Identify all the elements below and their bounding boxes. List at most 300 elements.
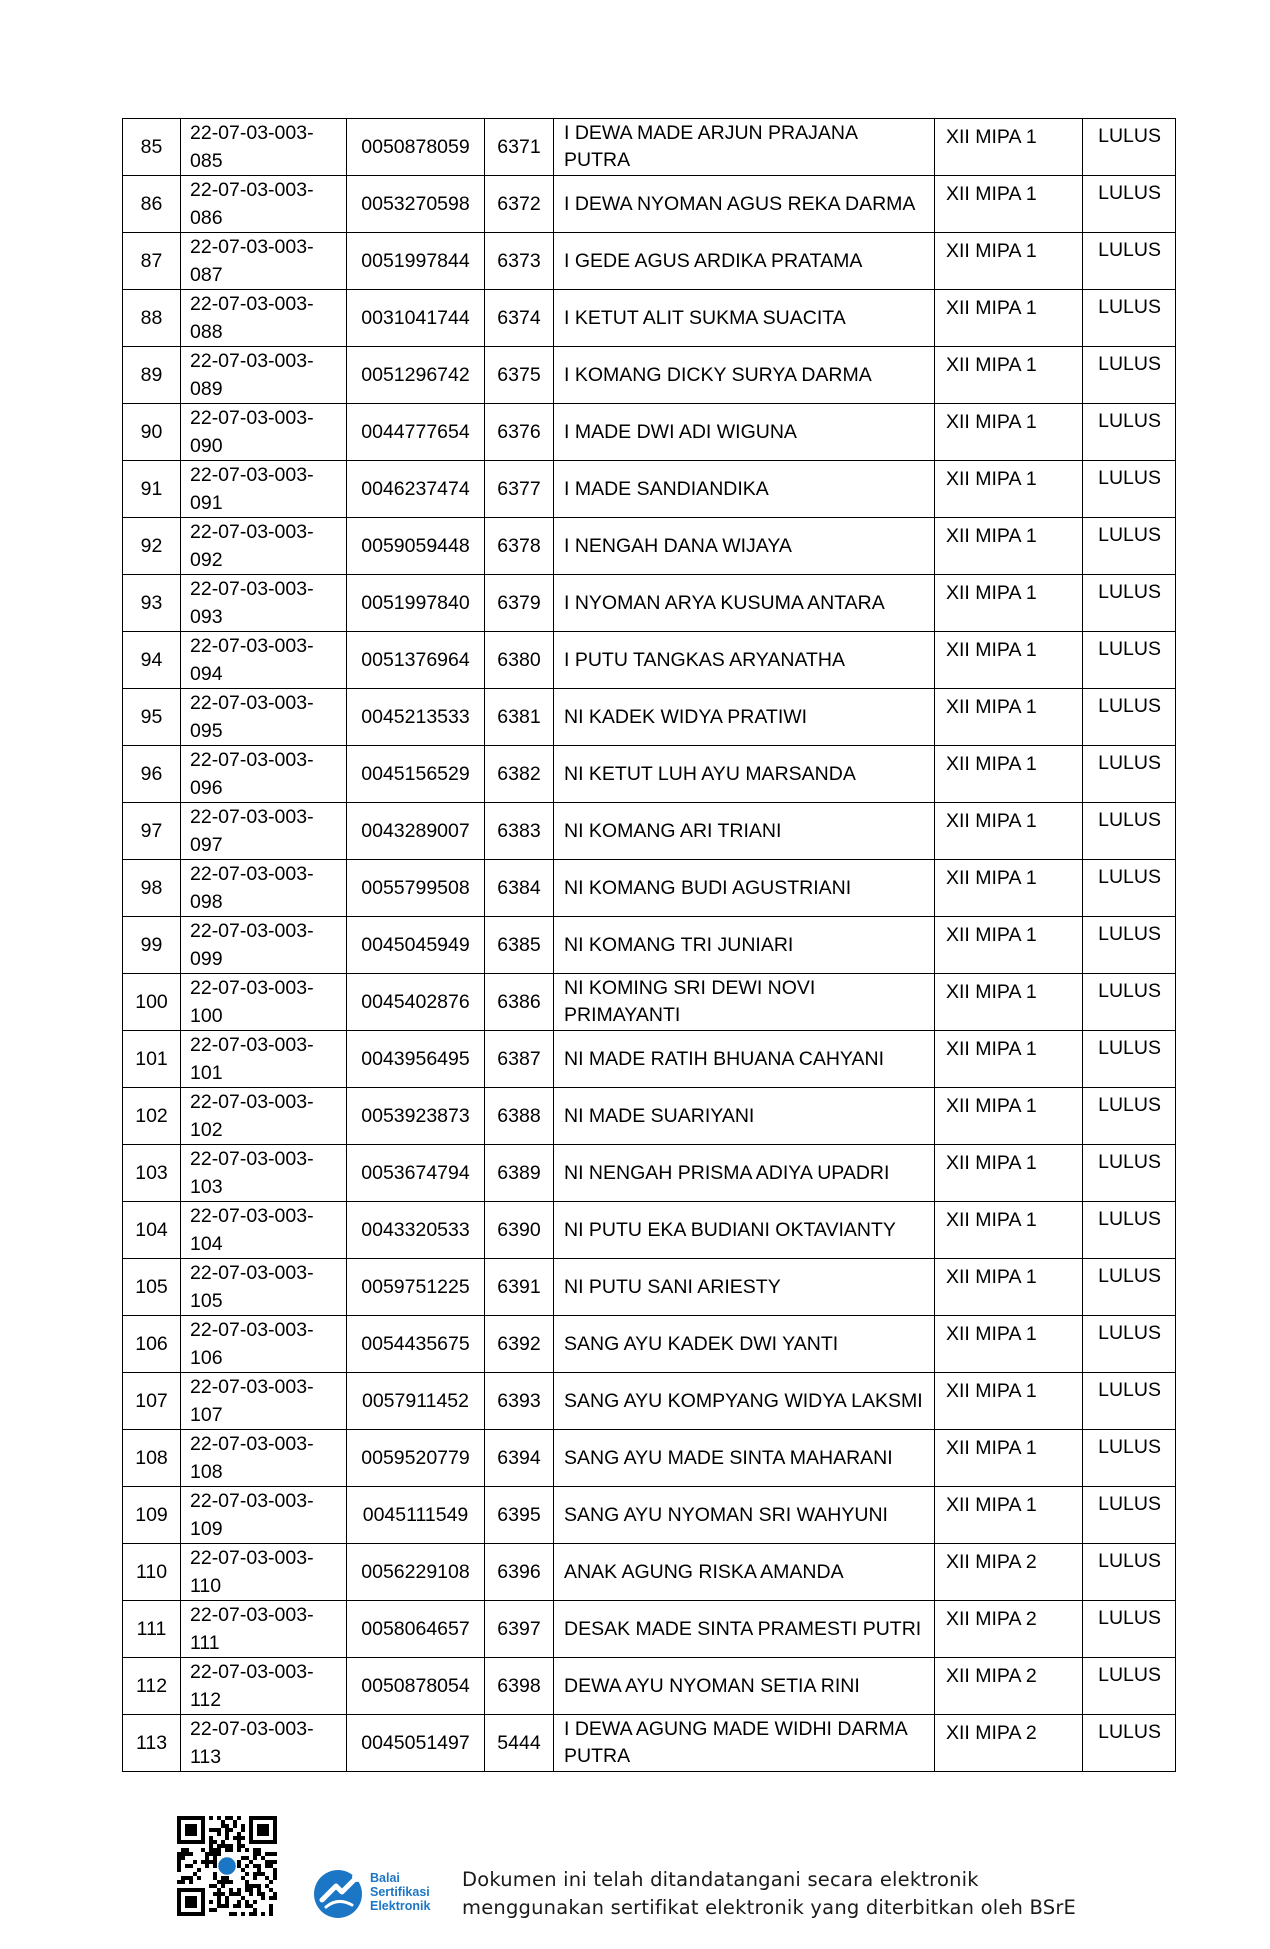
graduation-status: LULUS xyxy=(1083,290,1176,347)
exam-registration-number xyxy=(181,860,347,917)
table-row xyxy=(123,347,1176,404)
table-row xyxy=(123,1601,1176,1658)
registration-line-1: 22-07-03-003- xyxy=(190,1718,314,1740)
graduation-status: LULUS xyxy=(1083,974,1176,1031)
class-name: XII MIPA 2 xyxy=(935,1715,1083,1772)
student-id-number: 6382 xyxy=(485,746,554,803)
registration-line-1: 22-07-03-003- xyxy=(190,1205,314,1227)
student-id-number: 6393 xyxy=(485,1373,554,1430)
table-row xyxy=(123,1544,1176,1601)
row-number: 95 xyxy=(123,689,181,746)
student-id-number: 6383 xyxy=(485,803,554,860)
table-row xyxy=(123,746,1176,803)
registration-line-2: 089 xyxy=(190,378,223,400)
exam-registration-number xyxy=(181,119,347,176)
nisn: 0054435675 xyxy=(347,1316,485,1373)
table-row xyxy=(123,632,1176,689)
exam-registration-number xyxy=(181,632,347,689)
exam-registration-number xyxy=(181,1202,347,1259)
student-name: I KETUT ALIT SUKMA SUACITA xyxy=(554,290,935,347)
student-id-number: 6390 xyxy=(485,1202,554,1259)
student-name: NI KOMING SRI DEWI NOVI PRIMAYANTI xyxy=(554,974,935,1031)
registration-line-1: 22-07-03-003- xyxy=(190,1376,314,1398)
exam-registration-number xyxy=(181,1487,347,1544)
row-number: 94 xyxy=(123,632,181,689)
graduation-status: LULUS xyxy=(1083,746,1176,803)
registration-line-2: 101 xyxy=(190,1062,223,1084)
row-number: 102 xyxy=(123,1088,181,1145)
exam-registration-number xyxy=(181,1031,347,1088)
exam-registration-number xyxy=(181,1601,347,1658)
exam-registration-number xyxy=(181,461,347,518)
student-id-number: 6386 xyxy=(485,974,554,1031)
student-name: SANG AYU NYOMAN SRI WAHYUNI xyxy=(554,1487,935,1544)
table-row xyxy=(123,461,1176,518)
row-number: 109 xyxy=(123,1487,181,1544)
nisn: 0055799508 xyxy=(347,860,485,917)
class-name: XII MIPA 1 xyxy=(935,803,1083,860)
row-number: 85 xyxy=(123,119,181,176)
student-id-number: 6384 xyxy=(485,860,554,917)
signature-line-1: Dokumen ini telah ditandatangani secara elektronik xyxy=(462,1868,979,1891)
row-number: 103 xyxy=(123,1145,181,1202)
student-id-number: 6372 xyxy=(485,176,554,233)
exam-registration-number xyxy=(181,404,347,461)
registration-line-1: 22-07-03-003- xyxy=(190,635,314,657)
registration-line-2: 088 xyxy=(190,321,223,343)
nisn: 0057911452 xyxy=(347,1373,485,1430)
nisn: 0051296742 xyxy=(347,347,485,404)
row-number: 108 xyxy=(123,1430,181,1487)
student-id-number: 6380 xyxy=(485,632,554,689)
registration-line-2: 098 xyxy=(190,891,223,913)
student-name: I PUTU TANGKAS ARYANATHA xyxy=(554,632,935,689)
exam-registration-number xyxy=(181,974,347,1031)
row-number: 96 xyxy=(123,746,181,803)
student-name: NI PUTU EKA BUDIANI OKTAVIANTY xyxy=(554,1202,935,1259)
nisn: 0044777654 xyxy=(347,404,485,461)
row-number: 97 xyxy=(123,803,181,860)
table-row xyxy=(123,1715,1176,1772)
student-id-number: 6378 xyxy=(485,518,554,575)
registration-line-1: 22-07-03-003- xyxy=(190,1547,314,1569)
registration-line-2: 100 xyxy=(190,1005,223,1027)
nisn: 0045156529 xyxy=(347,746,485,803)
exam-registration-number xyxy=(181,689,347,746)
student-id-number: 6387 xyxy=(485,1031,554,1088)
table-row xyxy=(123,1088,1176,1145)
row-number: 104 xyxy=(123,1202,181,1259)
class-name: XII MIPA 2 xyxy=(935,1601,1083,1658)
exam-registration-number xyxy=(181,290,347,347)
nisn: 0045051497 xyxy=(347,1715,485,1772)
exam-registration-number xyxy=(181,803,347,860)
student-id-number: 6388 xyxy=(485,1088,554,1145)
table-row xyxy=(123,233,1176,290)
student-id-number: 6374 xyxy=(485,290,554,347)
graduation-status: LULUS xyxy=(1083,1145,1176,1202)
registration-line-1: 22-07-03-003- xyxy=(190,1262,314,1284)
registration-line-1: 22-07-03-003- xyxy=(190,806,314,828)
nisn: 0059520779 xyxy=(347,1430,485,1487)
class-name: XII MIPA 1 xyxy=(935,974,1083,1031)
registration-line-2: 113 xyxy=(190,1746,222,1768)
class-name: XII MIPA 1 xyxy=(935,746,1083,803)
row-number: 100 xyxy=(123,974,181,1031)
exam-registration-number xyxy=(181,176,347,233)
table-row xyxy=(123,1373,1176,1430)
class-name: XII MIPA 1 xyxy=(935,689,1083,746)
nisn: 0045402876 xyxy=(347,974,485,1031)
graduation-status: LULUS xyxy=(1083,233,1176,290)
student-name: I DEWA AGUNG MADE WIDHI DARMA PUTRA xyxy=(554,1715,935,1772)
class-name: XII MIPA 1 xyxy=(935,1430,1083,1487)
logo-line-1: Balai xyxy=(370,1871,400,1885)
row-number: 86 xyxy=(123,176,181,233)
registration-line-1: 22-07-03-003- xyxy=(190,350,314,372)
student-name: ANAK AGUNG RISKA AMANDA xyxy=(554,1544,935,1601)
nisn: 0043956495 xyxy=(347,1031,485,1088)
row-number: 99 xyxy=(123,917,181,974)
graduation-status: LULUS xyxy=(1083,1031,1176,1088)
registration-line-2: 095 xyxy=(190,720,223,742)
nisn: 0050878054 xyxy=(347,1658,485,1715)
registration-line-1: 22-07-03-003- xyxy=(190,407,314,429)
registration-line-2: 092 xyxy=(190,549,223,571)
registration-line-1: 22-07-03-003- xyxy=(190,749,314,771)
table-row xyxy=(123,290,1176,347)
student-id-number: 6373 xyxy=(485,233,554,290)
graduation-table xyxy=(122,118,1176,1772)
student-name: I KOMANG DICKY SURYA DARMA xyxy=(554,347,935,404)
graduation-status: LULUS xyxy=(1083,518,1176,575)
row-number: 111 xyxy=(123,1601,181,1658)
student-name: SANG AYU KOMPYANG WIDYA LAKSMI xyxy=(554,1373,935,1430)
table-row xyxy=(123,689,1176,746)
student-name: NI KADEK WIDYA PRATIWI xyxy=(554,689,935,746)
row-number: 87 xyxy=(123,233,181,290)
class-name: XII MIPA 1 xyxy=(935,1487,1083,1544)
row-number: 101 xyxy=(123,1031,181,1088)
graduation-status: LULUS xyxy=(1083,575,1176,632)
registration-line-2: 091 xyxy=(190,492,223,514)
exam-registration-number xyxy=(181,917,347,974)
nisn: 0045045949 xyxy=(347,917,485,974)
table-row xyxy=(123,1316,1176,1373)
registration-line-2: 108 xyxy=(190,1461,223,1483)
nisn: 0045111549 xyxy=(347,1487,485,1544)
registration-line-2: 107 xyxy=(190,1404,223,1426)
student-name: NI KETUT LUH AYU MARSANDA xyxy=(554,746,935,803)
row-number: 105 xyxy=(123,1259,181,1316)
student-name: DEWA AYU NYOMAN SETIA RINI xyxy=(554,1658,935,1715)
class-name: XII MIPA 1 xyxy=(935,860,1083,917)
table-row xyxy=(123,860,1176,917)
class-name: XII MIPA 1 xyxy=(935,575,1083,632)
student-name: I DEWA NYOMAN AGUS REKA DARMA xyxy=(554,176,935,233)
registration-line-2: 099 xyxy=(190,948,223,970)
registration-line-2: 110 xyxy=(190,1575,222,1597)
table-row xyxy=(123,1031,1176,1088)
student-id-number: 6385 xyxy=(485,917,554,974)
nisn: 0051997840 xyxy=(347,575,485,632)
student-name: NI MADE SUARIYANI xyxy=(554,1088,935,1145)
student-id-number: 6376 xyxy=(485,404,554,461)
student-id-number: 6391 xyxy=(485,1259,554,1316)
graduation-status: LULUS xyxy=(1083,1601,1176,1658)
row-number: 89 xyxy=(123,347,181,404)
qr-code-icon[interactable] xyxy=(177,1816,277,1916)
table-row xyxy=(123,575,1176,632)
registration-line-1: 22-07-03-003- xyxy=(190,920,314,942)
student-name: DESAK MADE SINTA PRAMESTI PUTRI xyxy=(554,1601,935,1658)
registration-line-1: 22-07-03-003- xyxy=(190,1091,314,1113)
student-id-number: 6396 xyxy=(485,1544,554,1601)
graduation-status: LULUS xyxy=(1083,1373,1176,1430)
graduation-status: LULUS xyxy=(1083,1715,1176,1772)
student-id-number: 6379 xyxy=(485,575,554,632)
exam-registration-number xyxy=(181,746,347,803)
exam-registration-number xyxy=(181,1658,347,1715)
class-name: XII MIPA 1 xyxy=(935,119,1083,176)
exam-registration-number xyxy=(181,1373,347,1430)
table-row xyxy=(123,1145,1176,1202)
nisn: 0031041744 xyxy=(347,290,485,347)
class-name: XII MIPA 1 xyxy=(935,1031,1083,1088)
student-id-number: 6392 xyxy=(485,1316,554,1373)
student-name: NI KOMANG ARI TRIANI xyxy=(554,803,935,860)
class-name: XII MIPA 1 xyxy=(935,233,1083,290)
registration-line-2: 106 xyxy=(190,1347,223,1369)
exam-registration-number xyxy=(181,1430,347,1487)
class-name: XII MIPA 1 xyxy=(935,632,1083,689)
table-row xyxy=(123,518,1176,575)
registration-line-1: 22-07-03-003- xyxy=(190,179,314,201)
class-name: XII MIPA 1 xyxy=(935,1088,1083,1145)
registration-line-2: 090 xyxy=(190,435,223,457)
logo-line-2: Sertifikasi xyxy=(370,1885,430,1899)
student-id-number: 6377 xyxy=(485,461,554,518)
registration-line-1: 22-07-03-003- xyxy=(190,122,314,144)
class-name: XII MIPA 1 xyxy=(935,290,1083,347)
nisn: 0051376964 xyxy=(347,632,485,689)
row-number: 106 xyxy=(123,1316,181,1373)
registration-line-1: 22-07-03-003- xyxy=(190,1604,314,1626)
registration-line-2: 111 xyxy=(190,1632,220,1654)
student-name: NI KOMANG TRI JUNIARI xyxy=(554,917,935,974)
graduation-status: LULUS xyxy=(1083,803,1176,860)
graduation-status: LULUS xyxy=(1083,1316,1176,1373)
student-id-number: 6397 xyxy=(485,1601,554,1658)
registration-line-1: 22-07-03-003- xyxy=(190,578,314,600)
student-name: I NENGAH DANA WIJAYA xyxy=(554,518,935,575)
table-body xyxy=(123,119,1176,1772)
row-number: 110 xyxy=(123,1544,181,1601)
class-name: XII MIPA 1 xyxy=(935,347,1083,404)
student-name: SANG AYU MADE SINTA MAHARANI xyxy=(554,1430,935,1487)
graduation-status: LULUS xyxy=(1083,1544,1176,1601)
row-number: 113 xyxy=(123,1715,181,1772)
registration-line-1: 22-07-03-003- xyxy=(190,977,314,999)
table-row xyxy=(123,1259,1176,1316)
exam-registration-number xyxy=(181,1544,347,1601)
row-number: 91 xyxy=(123,461,181,518)
student-id-number: 6375 xyxy=(485,347,554,404)
row-number: 88 xyxy=(123,290,181,347)
student-name: NI MADE RATIH BHUANA CAHYANI xyxy=(554,1031,935,1088)
nisn: 0043289007 xyxy=(347,803,485,860)
registration-line-1: 22-07-03-003- xyxy=(190,863,314,885)
exam-registration-number xyxy=(181,1145,347,1202)
registration-line-2: 105 xyxy=(190,1290,223,1312)
registration-line-2: 094 xyxy=(190,663,223,685)
registration-line-1: 22-07-03-003- xyxy=(190,521,314,543)
graduation-status: LULUS xyxy=(1083,1487,1176,1544)
student-name: NI KOMANG BUDI AGUSTRIANI xyxy=(554,860,935,917)
exam-registration-number xyxy=(181,1088,347,1145)
registration-line-1: 22-07-03-003- xyxy=(190,1319,314,1341)
registration-line-1: 22-07-03-003- xyxy=(190,692,314,714)
registration-line-1: 22-07-03-003- xyxy=(190,1433,314,1455)
graduation-status: LULUS xyxy=(1083,1430,1176,1487)
nisn: 0056229108 xyxy=(347,1544,485,1601)
table-row xyxy=(123,1202,1176,1259)
graduation-status: LULUS xyxy=(1083,1259,1176,1316)
registration-line-2: 096 xyxy=(190,777,223,799)
table-row xyxy=(123,1658,1176,1715)
graduation-status: LULUS xyxy=(1083,176,1176,233)
row-number: 92 xyxy=(123,518,181,575)
nisn: 0053923873 xyxy=(347,1088,485,1145)
class-name: XII MIPA 1 xyxy=(935,1145,1083,1202)
e-signature-notice xyxy=(462,1866,1162,1922)
registration-line-2: 087 xyxy=(190,264,223,286)
class-name: XII MIPA 2 xyxy=(935,1658,1083,1715)
student-name: I NYOMAN ARYA KUSUMA ANTARA xyxy=(554,575,935,632)
student-id-number: 6389 xyxy=(485,1145,554,1202)
exam-registration-number xyxy=(181,518,347,575)
student-name: NI NENGAH PRISMA ADIYA UPADRI xyxy=(554,1145,935,1202)
registration-line-2: 086 xyxy=(190,207,223,229)
graduation-status: LULUS xyxy=(1083,1202,1176,1259)
table-row xyxy=(123,176,1176,233)
nisn: 0058064657 xyxy=(347,1601,485,1658)
class-name: XII MIPA 1 xyxy=(935,461,1083,518)
registration-line-2: 109 xyxy=(190,1518,223,1540)
exam-registration-number xyxy=(181,1316,347,1373)
exam-registration-number xyxy=(181,575,347,632)
class-name: XII MIPA 1 xyxy=(935,518,1083,575)
table-row xyxy=(123,119,1176,176)
registration-line-1: 22-07-03-003- xyxy=(190,464,314,486)
class-name: XII MIPA 1 xyxy=(935,1316,1083,1373)
signature-line-2: menggunakan sertifikat elektronik yang diterbitkan oleh BSrE xyxy=(462,1896,1077,1919)
registration-line-1: 22-07-03-003- xyxy=(190,1490,314,1512)
class-name: XII MIPA 1 xyxy=(935,1202,1083,1259)
registration-line-1: 22-07-03-003- xyxy=(190,1034,314,1056)
graduation-status: LULUS xyxy=(1083,689,1176,746)
table-row xyxy=(123,974,1176,1031)
graduation-status: LULUS xyxy=(1083,632,1176,689)
class-name: XII MIPA 1 xyxy=(935,176,1083,233)
registration-line-1: 22-07-03-003- xyxy=(190,1148,314,1170)
graduation-status: LULUS xyxy=(1083,917,1176,974)
student-id-number: 6381 xyxy=(485,689,554,746)
student-id-number: 6394 xyxy=(485,1430,554,1487)
registration-line-2: 103 xyxy=(190,1176,223,1198)
bsre-logo-text xyxy=(370,1871,460,1913)
nisn: 0045213533 xyxy=(347,689,485,746)
registration-line-2: 104 xyxy=(190,1233,223,1255)
registration-line-2: 085 xyxy=(190,150,223,172)
registration-line-1: 22-07-03-003- xyxy=(190,1661,314,1683)
table-row xyxy=(123,1430,1176,1487)
class-name: XII MIPA 1 xyxy=(935,1259,1083,1316)
class-name: XII MIPA 1 xyxy=(935,1373,1083,1430)
student-id-number: 6398 xyxy=(485,1658,554,1715)
nisn: 0050878059 xyxy=(347,119,485,176)
row-number: 90 xyxy=(123,404,181,461)
row-number: 107 xyxy=(123,1373,181,1430)
row-number: 112 xyxy=(123,1658,181,1715)
student-name: NI PUTU SANI ARIESTY xyxy=(554,1259,935,1316)
graduation-status: LULUS xyxy=(1083,1658,1176,1715)
nisn: 0051997844 xyxy=(347,233,485,290)
registration-line-1: 22-07-03-003- xyxy=(190,236,314,258)
bsre-logo-icon xyxy=(312,1867,366,1919)
row-number: 98 xyxy=(123,860,181,917)
registration-line-1: 22-07-03-003- xyxy=(190,293,314,315)
exam-registration-number xyxy=(181,1715,347,1772)
registration-line-2: 112 xyxy=(190,1689,222,1711)
graduation-status: LULUS xyxy=(1083,347,1176,404)
row-number: 93 xyxy=(123,575,181,632)
student-id-number: 6371 xyxy=(485,119,554,176)
table-row xyxy=(123,803,1176,860)
table-row xyxy=(123,1487,1176,1544)
class-name: XII MIPA 1 xyxy=(935,404,1083,461)
logo-line-3: Elektronik xyxy=(370,1899,431,1913)
exam-registration-number xyxy=(181,347,347,404)
table-row xyxy=(123,404,1176,461)
nisn: 0053270598 xyxy=(347,176,485,233)
nisn: 0046237474 xyxy=(347,461,485,518)
student-name: I GEDE AGUS ARDIKA PRATAMA xyxy=(554,233,935,290)
nisn: 0053674794 xyxy=(347,1145,485,1202)
student-name: SANG AYU KADEK DWI YANTI xyxy=(554,1316,935,1373)
nisn: 0059059448 xyxy=(347,518,485,575)
graduation-status: LULUS xyxy=(1083,461,1176,518)
nisn: 0059751225 xyxy=(347,1259,485,1316)
student-id-number: 6395 xyxy=(485,1487,554,1544)
student-name: I MADE DWI ADI WIGUNA xyxy=(554,404,935,461)
graduation-status: LULUS xyxy=(1083,1088,1176,1145)
nisn: 0043320533 xyxy=(347,1202,485,1259)
student-id-number: 5444 xyxy=(485,1715,554,1772)
exam-registration-number xyxy=(181,233,347,290)
student-name: I DEWA MADE ARJUN PRAJANA PUTRA xyxy=(554,119,935,176)
graduation-status: LULUS xyxy=(1083,119,1176,176)
class-name: XII MIPA 1 xyxy=(935,917,1083,974)
registration-line-2: 102 xyxy=(190,1119,223,1141)
class-name: XII MIPA 2 xyxy=(935,1544,1083,1601)
registration-line-2: 097 xyxy=(190,834,223,856)
exam-registration-number xyxy=(181,1259,347,1316)
graduation-status: LULUS xyxy=(1083,404,1176,461)
registration-line-2: 093 xyxy=(190,606,223,628)
table-row xyxy=(123,917,1176,974)
student-name: I MADE SANDIANDIKA xyxy=(554,461,935,518)
